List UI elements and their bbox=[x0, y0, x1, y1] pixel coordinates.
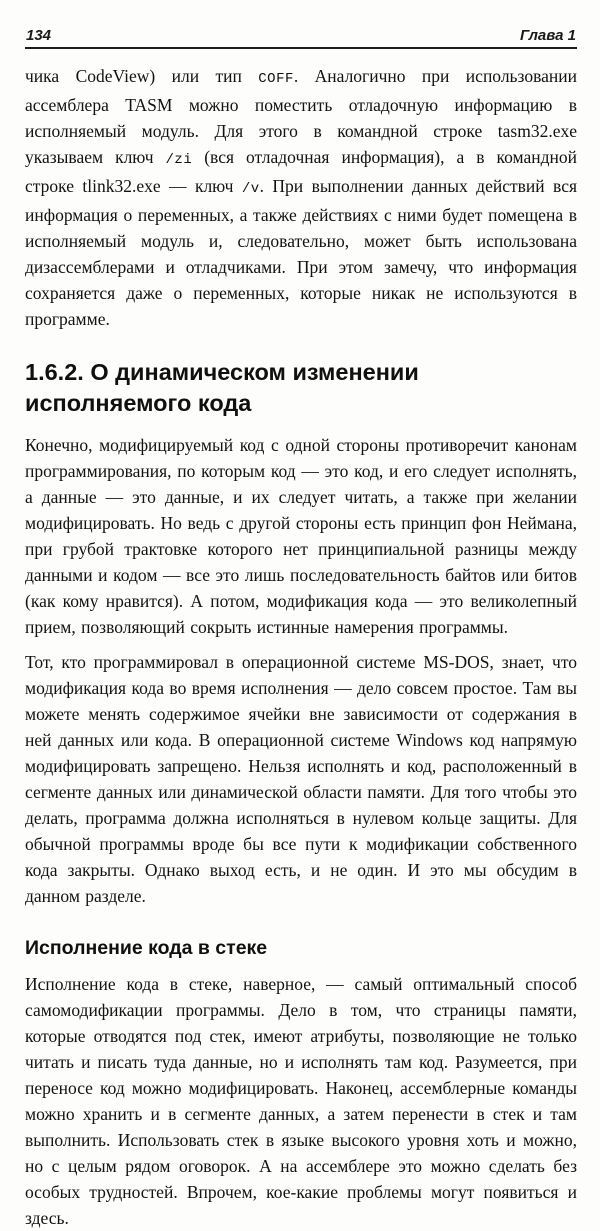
paragraph-stack-execution: Исполнение кода в стеке, наверное, — самый оптимальный способ самомодификации программы. Дело в том, что страницы памяти, которые отводятся под стек, имеют атрибуты, позволяющие не только читать и писать туда данные, но и исполнять там код. Разумеется, при переносе код можно модифицировать. Наконец, ассемблерные команды можно хранить и в сегменте данных, а затем перенести в стек и там выполнить. Использовать стек в языке высокого уровня хоть и можно, но с целым рядом оговорок. А на ассемблере это можно сделать без особых трудностей. Впрочем, кое-какие проблемы могут появиться и здесь. bbox=[25, 974, 577, 1228]
inline-code-v-switch: /v bbox=[241, 181, 260, 197]
section-heading-line1: 1.6.2. О динамическом изменении bbox=[25, 359, 419, 385]
paragraph-continued-from-previous-page bbox=[25, 63, 577, 332]
paragraph-text: . При выполнении данных действий вся информация о переменных, а также действиях с ними будет помещена в исполняемый модуль и, следовательно, может быть использована дизассемблерами и отладчиками. При этом замечу, что информация сохраняется даже о переменных, которые никак не используются в программе. bbox=[25, 176, 578, 329]
paragraph-text: (вся отладочная информация), а в командной строке tlink32.exe — ключ bbox=[25, 147, 577, 196]
inline-code-zi-switch: /zi bbox=[165, 152, 193, 168]
paragraph-text: . Аналогично при использовании ассемблера TASM можно поместить отладочную информацию в исполняемый модуль. Для этого в командной строке tasm32.exe указываем ключ bbox=[25, 66, 577, 167]
page-body bbox=[25, 49, 577, 1231]
chapter-label: Глава 1 bbox=[519, 27, 576, 44]
section-heading-line2: исполняемого кода bbox=[25, 390, 252, 416]
paragraph-msdos-vs-windows: Тот, кто программировал в операционной системе MS-DOS, знает, что модификация кода во время исполнения — дело совсем простое. Там вы можете менять содержимое ячейки вне зависимости от содержания в ней данных или кода. В операционной системе Windows код напрямую модифицировать запрещено. Нельзя исполнять и код, расположенный в сегменте данных или динамической области памяти. Для того чтобы это делать, программа должна исполняться в нулевом кольце защиты. Для обычной программы вроде бы все пути к модификации собственного кода закрыты. Однако выход есть, и не один. И это мы обсудим в данном разделе. bbox=[25, 652, 577, 906]
paragraph-text: чика CodeView) или тип bbox=[25, 66, 259, 86]
section-heading-1-6-2 bbox=[25, 357, 577, 419]
paragraph-canon-vs-von-neumann: Конечно, модифицируемый код с одной стороны противоречит канонам программирования, по которым код — это код, и его следует исполнять, а данные — это данные, и их следует читать, а также при желании модифицировать. Но ведь с другой стороны есть принцип фон Неймана, при грубой трактовке которого нет принципиальной разницы между данными и кодом — все это лишь последовательность байтов или битов (как кому нравится). А потом, модификация кода — это великолепный прием, позволяющий сокрыть истинные намерения программы. bbox=[25, 435, 577, 637]
subsection-heading-stack-code: Исполнение кода в стеке bbox=[25, 937, 268, 959]
inline-code-coff: COFF bbox=[258, 71, 294, 87]
page-header bbox=[25, 27, 577, 49]
page-number: 134 bbox=[26, 27, 52, 44]
